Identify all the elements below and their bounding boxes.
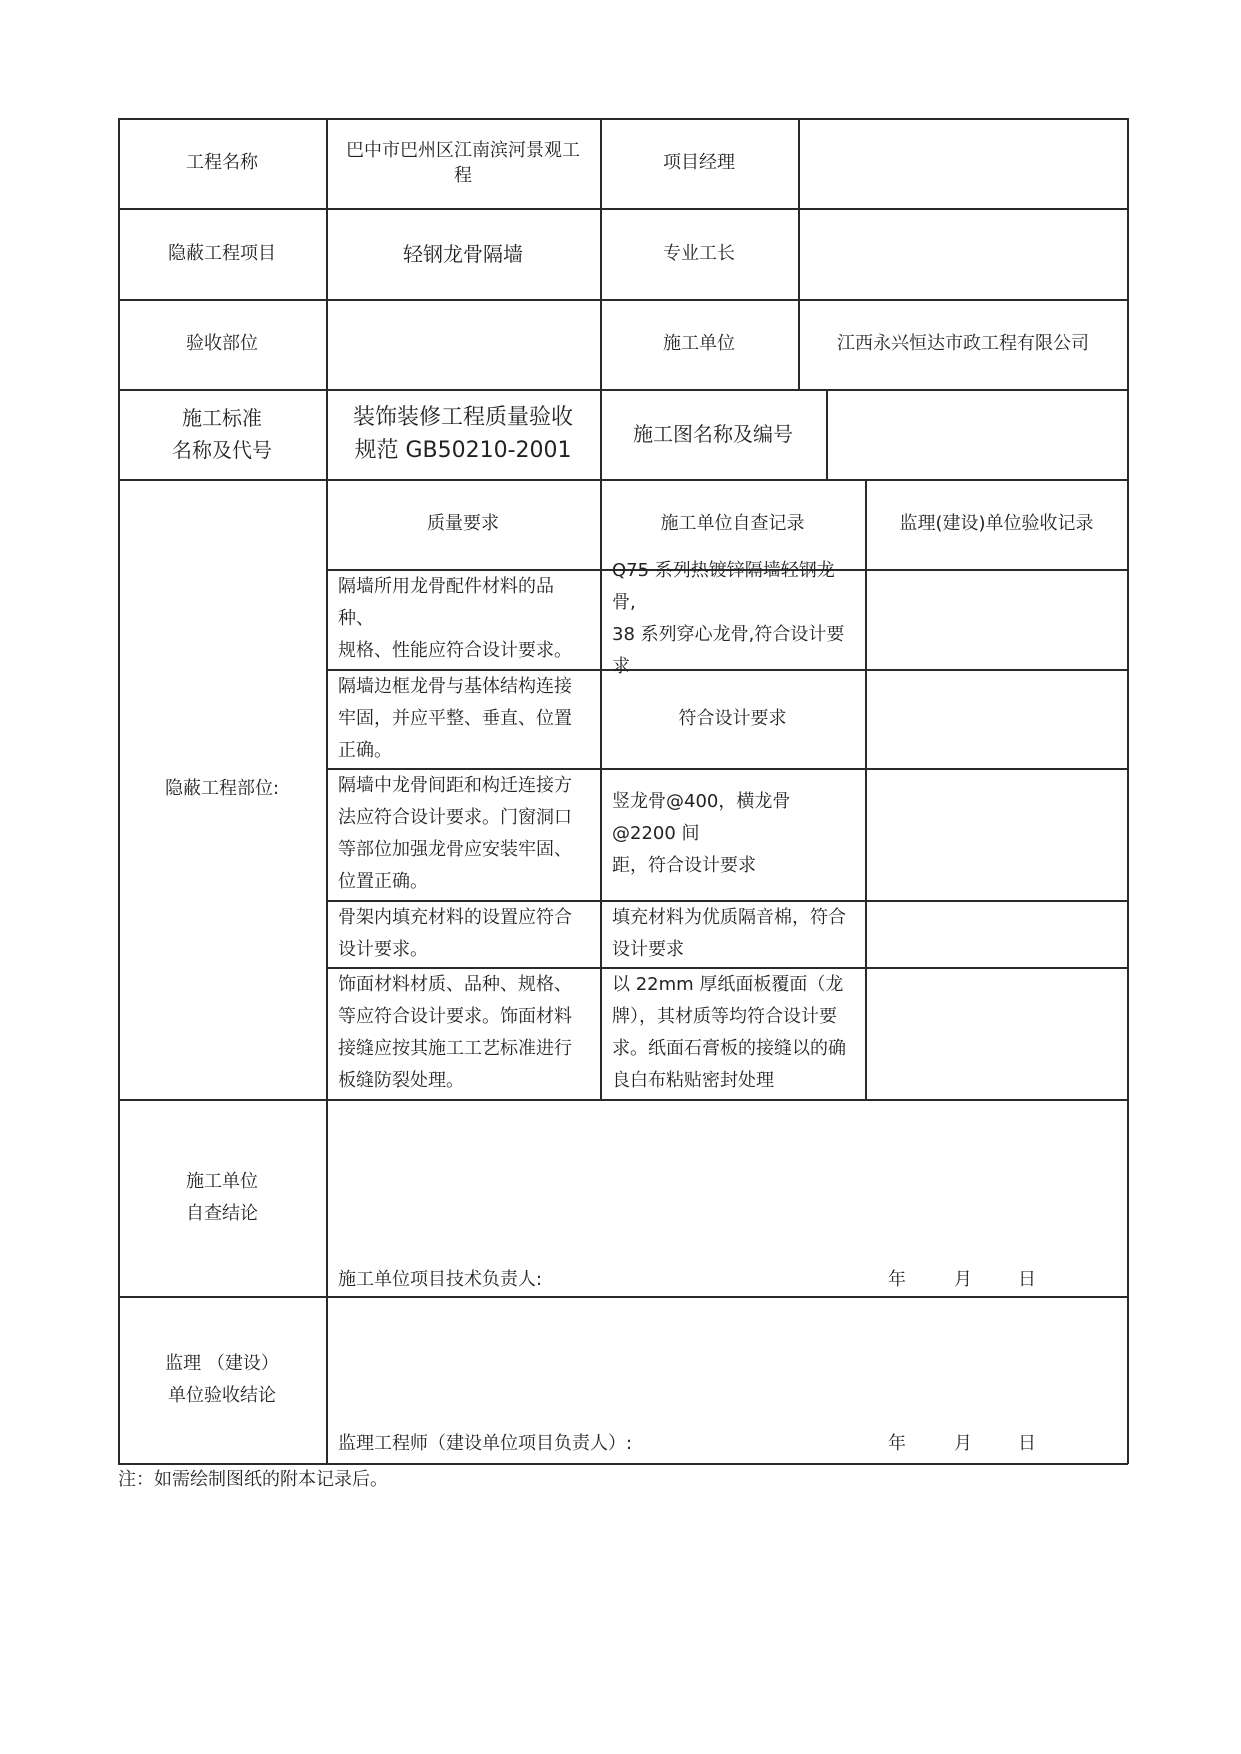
drawing-label: 施工图名称及编号	[633, 422, 793, 446]
self-check-cell: 符合设计要求	[678, 707, 787, 729]
hidden-item-label: 隐蔽工程项目	[168, 242, 276, 264]
standard-label: 施工标准 名称及代号	[172, 406, 272, 462]
project-name-label: 工程名称	[186, 152, 258, 173]
col-header-self-check: 施工单位自查记录	[660, 513, 805, 534]
self-check-cell: 以 22mm 厚纸面板覆面（龙 牌），其材质等均符合设计要 求。纸面石膏板的接缝以的确 良白布粘贴密封处理	[612, 974, 846, 1091]
col-header-requirement: 质量要求	[427, 513, 499, 534]
self-conclusion-day: 日	[1018, 1269, 1036, 1290]
self-check-cell: 填充材料为优质隔音棉，符合 设计要求	[612, 906, 846, 960]
location-value	[326, 299, 600, 389]
requirement-cell: 骨架内填充材料的设置应符合 设计要求。	[338, 906, 572, 960]
supervision-cell	[865, 967, 1128, 1099]
table-border-bottom	[118, 1463, 1128, 1465]
project-name-value: 巴中市巴州区江南滨河景观工 程	[346, 140, 580, 186]
supervision-conclusion-label: 监理 （建设） 单位验收结论	[165, 1352, 279, 1406]
requirement-cell: 隔墙边框龙骨与基体结构连接 牢固，并应平整、垂直、位置 正确。	[338, 675, 572, 761]
hidden-section-label: 隐蔽工程部位:	[164, 778, 280, 799]
supervision-cell	[865, 768, 1128, 900]
project-manager-label: 项目经理	[663, 152, 735, 173]
drawing-value	[826, 389, 1128, 479]
requirement-cell: 隔墙中龙骨间距和构迁连接方 法应符合设计要求。门窗洞口 等部位加强龙骨应安装牢固、 位置正确。	[338, 775, 572, 892]
supervision-conclusion-month: 月	[954, 1433, 972, 1454]
requirement-cell: 饰面材料材质、品种、规格、 等应符合设计要求。饰面材料 接缝应按其施工工艺标准进行 板缝防裂处理。	[338, 974, 572, 1091]
self-conclusion-label: 施工单位 自查结论	[186, 1170, 258, 1224]
foreman-value	[798, 208, 1128, 299]
self-check-cell: 竖龙骨@400，横龙骨@2200 间 距，符合设计要求	[612, 791, 791, 876]
hidden-item-value: 轻钢龙骨隔墙	[403, 241, 523, 266]
requirement-cell: 隔墙所用龙骨配件材料的品种、 规格、性能应符合设计要求。	[338, 576, 572, 661]
self-conclusion-year: 年	[888, 1269, 906, 1290]
acceptance-record-table	[118, 118, 1128, 1463]
supervision-conclusion-day: 日	[1018, 1433, 1036, 1454]
contractor-value: 江西永兴恒达市政工程有限公司	[837, 333, 1089, 354]
footnote: 注：如需绘制图纸的附本记录后。	[118, 1469, 388, 1490]
supervision-cell	[865, 900, 1128, 967]
project-manager-value	[798, 118, 1128, 208]
self-check-cell: Q75 系列热镀锌隔墙轻钢龙骨, 38 系列穿心龙骨,符合设计要 求	[612, 560, 845, 677]
contractor-label: 施工单位	[663, 333, 735, 354]
col-header-supervision: 监理(建设)单位验收记录	[899, 513, 1094, 534]
supervision-conclusion-year: 年	[888, 1433, 906, 1454]
supervision-cell	[865, 569, 1128, 669]
self-conclusion-month: 月	[954, 1269, 972, 1290]
standard-value: 装饰装修工程质量验收 规范 GB50210-2001	[352, 405, 573, 463]
supervision-cell	[865, 669, 1128, 768]
foreman-label: 专业工长	[663, 242, 735, 264]
supervision-conclusion-signer: 监理工程师（建设单位项目负责人）:	[338, 1433, 633, 1454]
location-label: 验收部位	[186, 333, 258, 354]
self-conclusion-signer: 施工单位项目技术负责人:	[338, 1269, 543, 1290]
